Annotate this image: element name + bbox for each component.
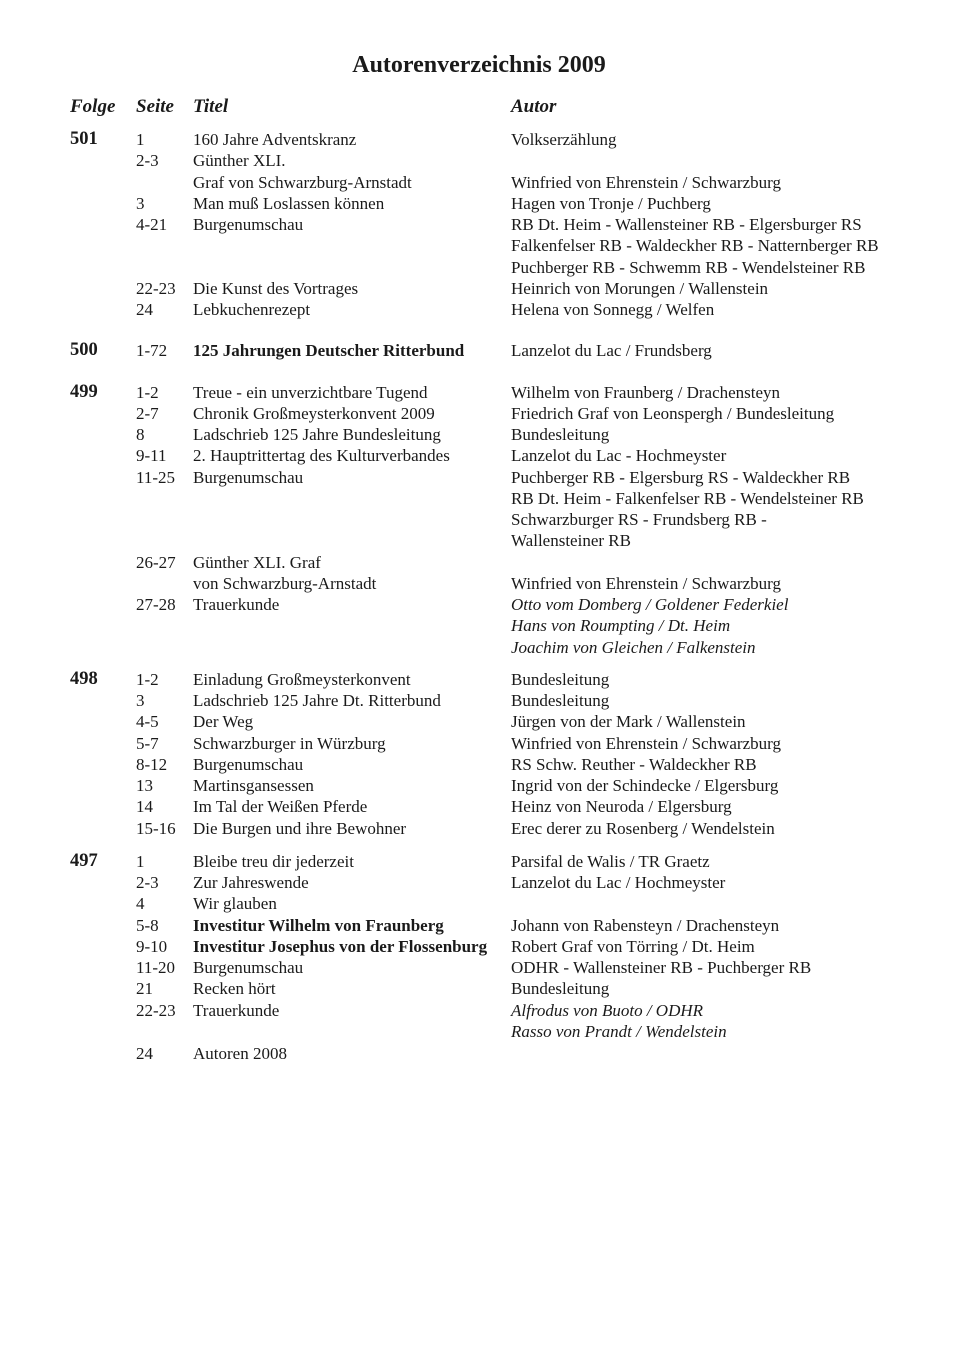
- table-row: [0, 424, 960, 445]
- article-author: Lanzelot du Lac - Hochmeyster: [511, 446, 727, 466]
- article-author: Lanzelot du Lac / Frundsberg: [511, 341, 712, 361]
- page-range: 26-27: [136, 552, 176, 572]
- table-row: [0, 690, 960, 711]
- page-range: 4-5: [136, 712, 159, 732]
- page-range: 1-2: [136, 669, 159, 689]
- article-title: Trauerkunde: [193, 595, 280, 614]
- table-row: [0, 915, 960, 936]
- page-range: 14: [136, 797, 153, 817]
- article-title: 125 Jahrungen Deutscher Ritterbund: [193, 341, 465, 361]
- article-title: Investitur Josephus von der Flossenburg: [193, 936, 488, 956]
- article-author: Robert Graf von Törring / Dt. Heim: [511, 936, 755, 956]
- article-title: Investitur Wilhelm von Fraunberg: [193, 915, 444, 935]
- article-author: Heinrich von Morungen / Wallenstein: [511, 278, 769, 298]
- table-row: [0, 278, 960, 299]
- page-range: 4: [136, 894, 145, 914]
- article-author: Bundesleitung: [511, 669, 610, 689]
- article-author: ODHR - Wallensteiner RB - Puchberger RB: [511, 958, 812, 977]
- article-author: Schwarzburger RS - Frundsberg RB -: [511, 510, 767, 529]
- issue-group-497: [0, 851, 960, 1065]
- table-row: [0, 445, 960, 466]
- article-title: Treue - ein unverzichtbare Tugend: [193, 382, 428, 402]
- table-row: [0, 818, 960, 839]
- page-range: 11-25: [136, 467, 176, 487]
- page-range: 24: [136, 300, 153, 319]
- table-row: [0, 299, 960, 320]
- article-title: Graf von Schwarzburg-Arnstadt: [193, 172, 412, 192]
- page-range: 1: [136, 851, 145, 871]
- page-range: 1: [136, 130, 145, 149]
- article-author: Bundesleitung: [511, 425, 610, 444]
- article-title: Wir glauben: [193, 894, 277, 914]
- table-row: [0, 711, 960, 732]
- article-title: von Schwarzburg-Arnstadt: [193, 573, 377, 593]
- page-range: 8: [136, 425, 145, 444]
- article-author: Heinz von Neuroda / Elgersburg: [511, 797, 732, 817]
- article-title: Martinsgansessen: [193, 776, 314, 795]
- article-title: Man muß Loslassen können: [193, 193, 385, 213]
- article-author: Bundesleitung: [511, 979, 610, 999]
- page-range: 11-20: [136, 958, 176, 977]
- article-title: Günther XLI.: [193, 151, 286, 171]
- issue-number: 501: [70, 129, 98, 149]
- page-range: 21: [136, 979, 153, 999]
- article-author: Winfried von Ehrenstein / Schwarzburg: [511, 172, 781, 192]
- page-range: 3: [136, 193, 145, 213]
- issue-group-499: [0, 382, 960, 658]
- article-title: Die Kunst des Vortrages: [193, 278, 359, 298]
- article-author: Johann von Rabensteyn / Drachensteyn: [511, 915, 780, 935]
- header-autor: Autor: [511, 96, 557, 117]
- article-title: Burgenumschau: [193, 467, 304, 487]
- issue-number: 499: [70, 381, 98, 402]
- article-title: Schwarzburger in Würzburg: [193, 733, 386, 753]
- page-range: 2-7: [136, 403, 159, 423]
- page-range: 5-8: [136, 915, 159, 935]
- article-title: Ladschrieb 125 Jahre Dt. Ritterbund: [193, 691, 441, 710]
- table-row: [0, 172, 960, 193]
- page-range: 2-3: [136, 873, 159, 892]
- article-author: Bundesleitung: [511, 691, 610, 710]
- page-title: Autorenverzeichnis 2009: [352, 52, 606, 78]
- table-row: [0, 129, 960, 150]
- article-title: Autoren 2008: [193, 1044, 287, 1063]
- table-row: [0, 872, 960, 893]
- table-row: [0, 775, 960, 796]
- article-title: Der Weg: [193, 712, 254, 732]
- table-row: [0, 1000, 960, 1021]
- header-seite: Seite: [136, 96, 174, 117]
- table-row: [0, 615, 960, 636]
- article-title: Burgenumschau: [193, 754, 304, 774]
- page-range: 9-11: [136, 446, 167, 466]
- table-row: [0, 669, 960, 690]
- table-row: [0, 552, 960, 573]
- issue-number: 498: [70, 668, 98, 689]
- page-range: 2-3: [136, 151, 159, 171]
- article-author: Ingrid von der Schindecke / Elgersburg: [511, 776, 779, 795]
- article-author: Helena von Sonnegg / Welfen: [511, 300, 715, 319]
- table-row: [0, 851, 960, 872]
- article-author: Falkenfelser RB - Waldeckher RB - Natternberger RB: [511, 236, 879, 256]
- article-author: Hagen von Tronje / Puchberg: [511, 193, 711, 213]
- article-author: Otto vom Domberg / Goldener Federkiel: [511, 595, 789, 614]
- page-range: 1-72: [136, 341, 168, 361]
- table-row: [0, 235, 960, 256]
- article-title: 2. Hauptrittertag des Kulturverbandes: [193, 446, 450, 466]
- page-range: 24: [136, 1044, 153, 1063]
- page-range: 15-16: [136, 818, 176, 838]
- article-author: Winfried von Ehrenstein / Schwarzburg: [511, 733, 781, 753]
- table-row: [0, 509, 960, 530]
- article-title: Lebkuchenrezept: [193, 300, 311, 319]
- article-title: Einladung Großmeysterkonvent: [193, 669, 411, 689]
- table-row: [0, 214, 960, 235]
- author-index-list: [0, 129, 960, 1064]
- table-row: [0, 150, 960, 171]
- table-row: [0, 467, 960, 488]
- table-row: [0, 193, 960, 214]
- table-row: [0, 733, 960, 754]
- page-range: 9-10: [136, 936, 168, 956]
- table-row: [0, 573, 960, 594]
- table-row: [0, 936, 960, 957]
- table-row: [0, 1043, 960, 1064]
- page-range: 5-7: [136, 733, 159, 753]
- article-author: RS Schw. Reuther - Waldeckher RB: [511, 754, 757, 774]
- issue-group-500: [0, 340, 960, 361]
- article-title: Burgenumschau: [193, 958, 304, 977]
- article-author: Puchberger RB - Elgersburg RS - Waldeckher RB: [511, 467, 851, 487]
- table-row: [0, 893, 960, 914]
- issue-group-501: [0, 129, 960, 320]
- table-row: [0, 382, 960, 403]
- article-author: Joachim von Gleichen / Falkenstein: [511, 637, 756, 657]
- article-title: Chronik Großmeysterkonvent 2009: [193, 403, 435, 423]
- page-range: 1-2: [136, 382, 159, 402]
- article-title: Die Burgen und ihre Bewohner: [193, 818, 407, 838]
- article-author: Parsifal de Walis / TR Graetz: [511, 851, 710, 871]
- article-title: Burgenumschau: [193, 215, 304, 234]
- article-title: Trauerkunde: [193, 1000, 280, 1020]
- article-title: Recken hört: [193, 979, 276, 999]
- header-folge: Folge: [70, 96, 116, 117]
- article-title: Bleibe treu dir jederzeit: [193, 851, 354, 871]
- page-range: 3: [136, 691, 145, 710]
- table-row: [0, 796, 960, 817]
- article-title: Günther XLI. Graf: [193, 552, 321, 572]
- header-titel: Titel: [193, 96, 229, 117]
- article-author: Erec derer zu Rosenberg / Wendelstein: [511, 818, 775, 838]
- table-row: [0, 957, 960, 978]
- article-author: Hans von Roumpting / Dt. Heim: [511, 616, 731, 636]
- article-author: Lanzelot du Lac / Hochmeyster: [511, 873, 726, 892]
- article-title: 160 Jahre Adventskranz: [193, 130, 357, 149]
- issue-number: 500: [70, 340, 98, 361]
- page-range: 8-12: [136, 754, 168, 774]
- table-row: [0, 594, 960, 615]
- article-author: Wallensteiner RB: [511, 531, 631, 551]
- table-row: [0, 530, 960, 551]
- table-row: [0, 340, 960, 361]
- issue-number: 497: [70, 850, 98, 871]
- table-row: [0, 754, 960, 775]
- article-title: Ladschrieb 125 Jahre Bundesleitung: [193, 425, 441, 444]
- issue-group-498: [0, 669, 960, 839]
- article-title: Zur Jahreswende: [193, 873, 309, 892]
- article-author: Jürgen von der Mark / Wallenstein: [511, 712, 746, 732]
- article-author: Puchberger RB - Schwemm RB - Wendelsteiner RB: [511, 257, 866, 277]
- article-author: RB Dt. Heim - Falkenfelser RB - Wendelsteiner RB: [511, 488, 864, 508]
- page-range: 22-23: [136, 1000, 176, 1020]
- page-range: 4-21: [136, 215, 168, 234]
- article-title: Im Tal der Weißen Pferde: [193, 797, 368, 817]
- article-author: Winfried von Ehrenstein / Schwarzburg: [511, 573, 781, 593]
- table-row: [0, 1021, 960, 1042]
- article-author: Volkserzählung: [511, 130, 617, 149]
- article-author: Alfrodus von Buoto / ODHR: [511, 1000, 704, 1020]
- page-range: 22-23: [136, 278, 176, 298]
- table-row: [0, 257, 960, 278]
- table-row: [0, 978, 960, 999]
- article-author: Wilhelm von Fraunberg / Drachensteyn: [511, 382, 781, 402]
- article-author: Friedrich Graf von Leonspergh / Bundesleitung: [511, 403, 835, 423]
- article-author: Rasso von Prandt / Wendelstein: [511, 1021, 727, 1041]
- article-author: RB Dt. Heim - Wallensteiner RB - Elgersburger RS: [511, 215, 862, 234]
- page-range: 27-28: [136, 595, 176, 614]
- page-range: 13: [136, 776, 153, 795]
- table-row: [0, 488, 960, 509]
- table-row: [0, 403, 960, 424]
- table-row: [0, 637, 960, 658]
